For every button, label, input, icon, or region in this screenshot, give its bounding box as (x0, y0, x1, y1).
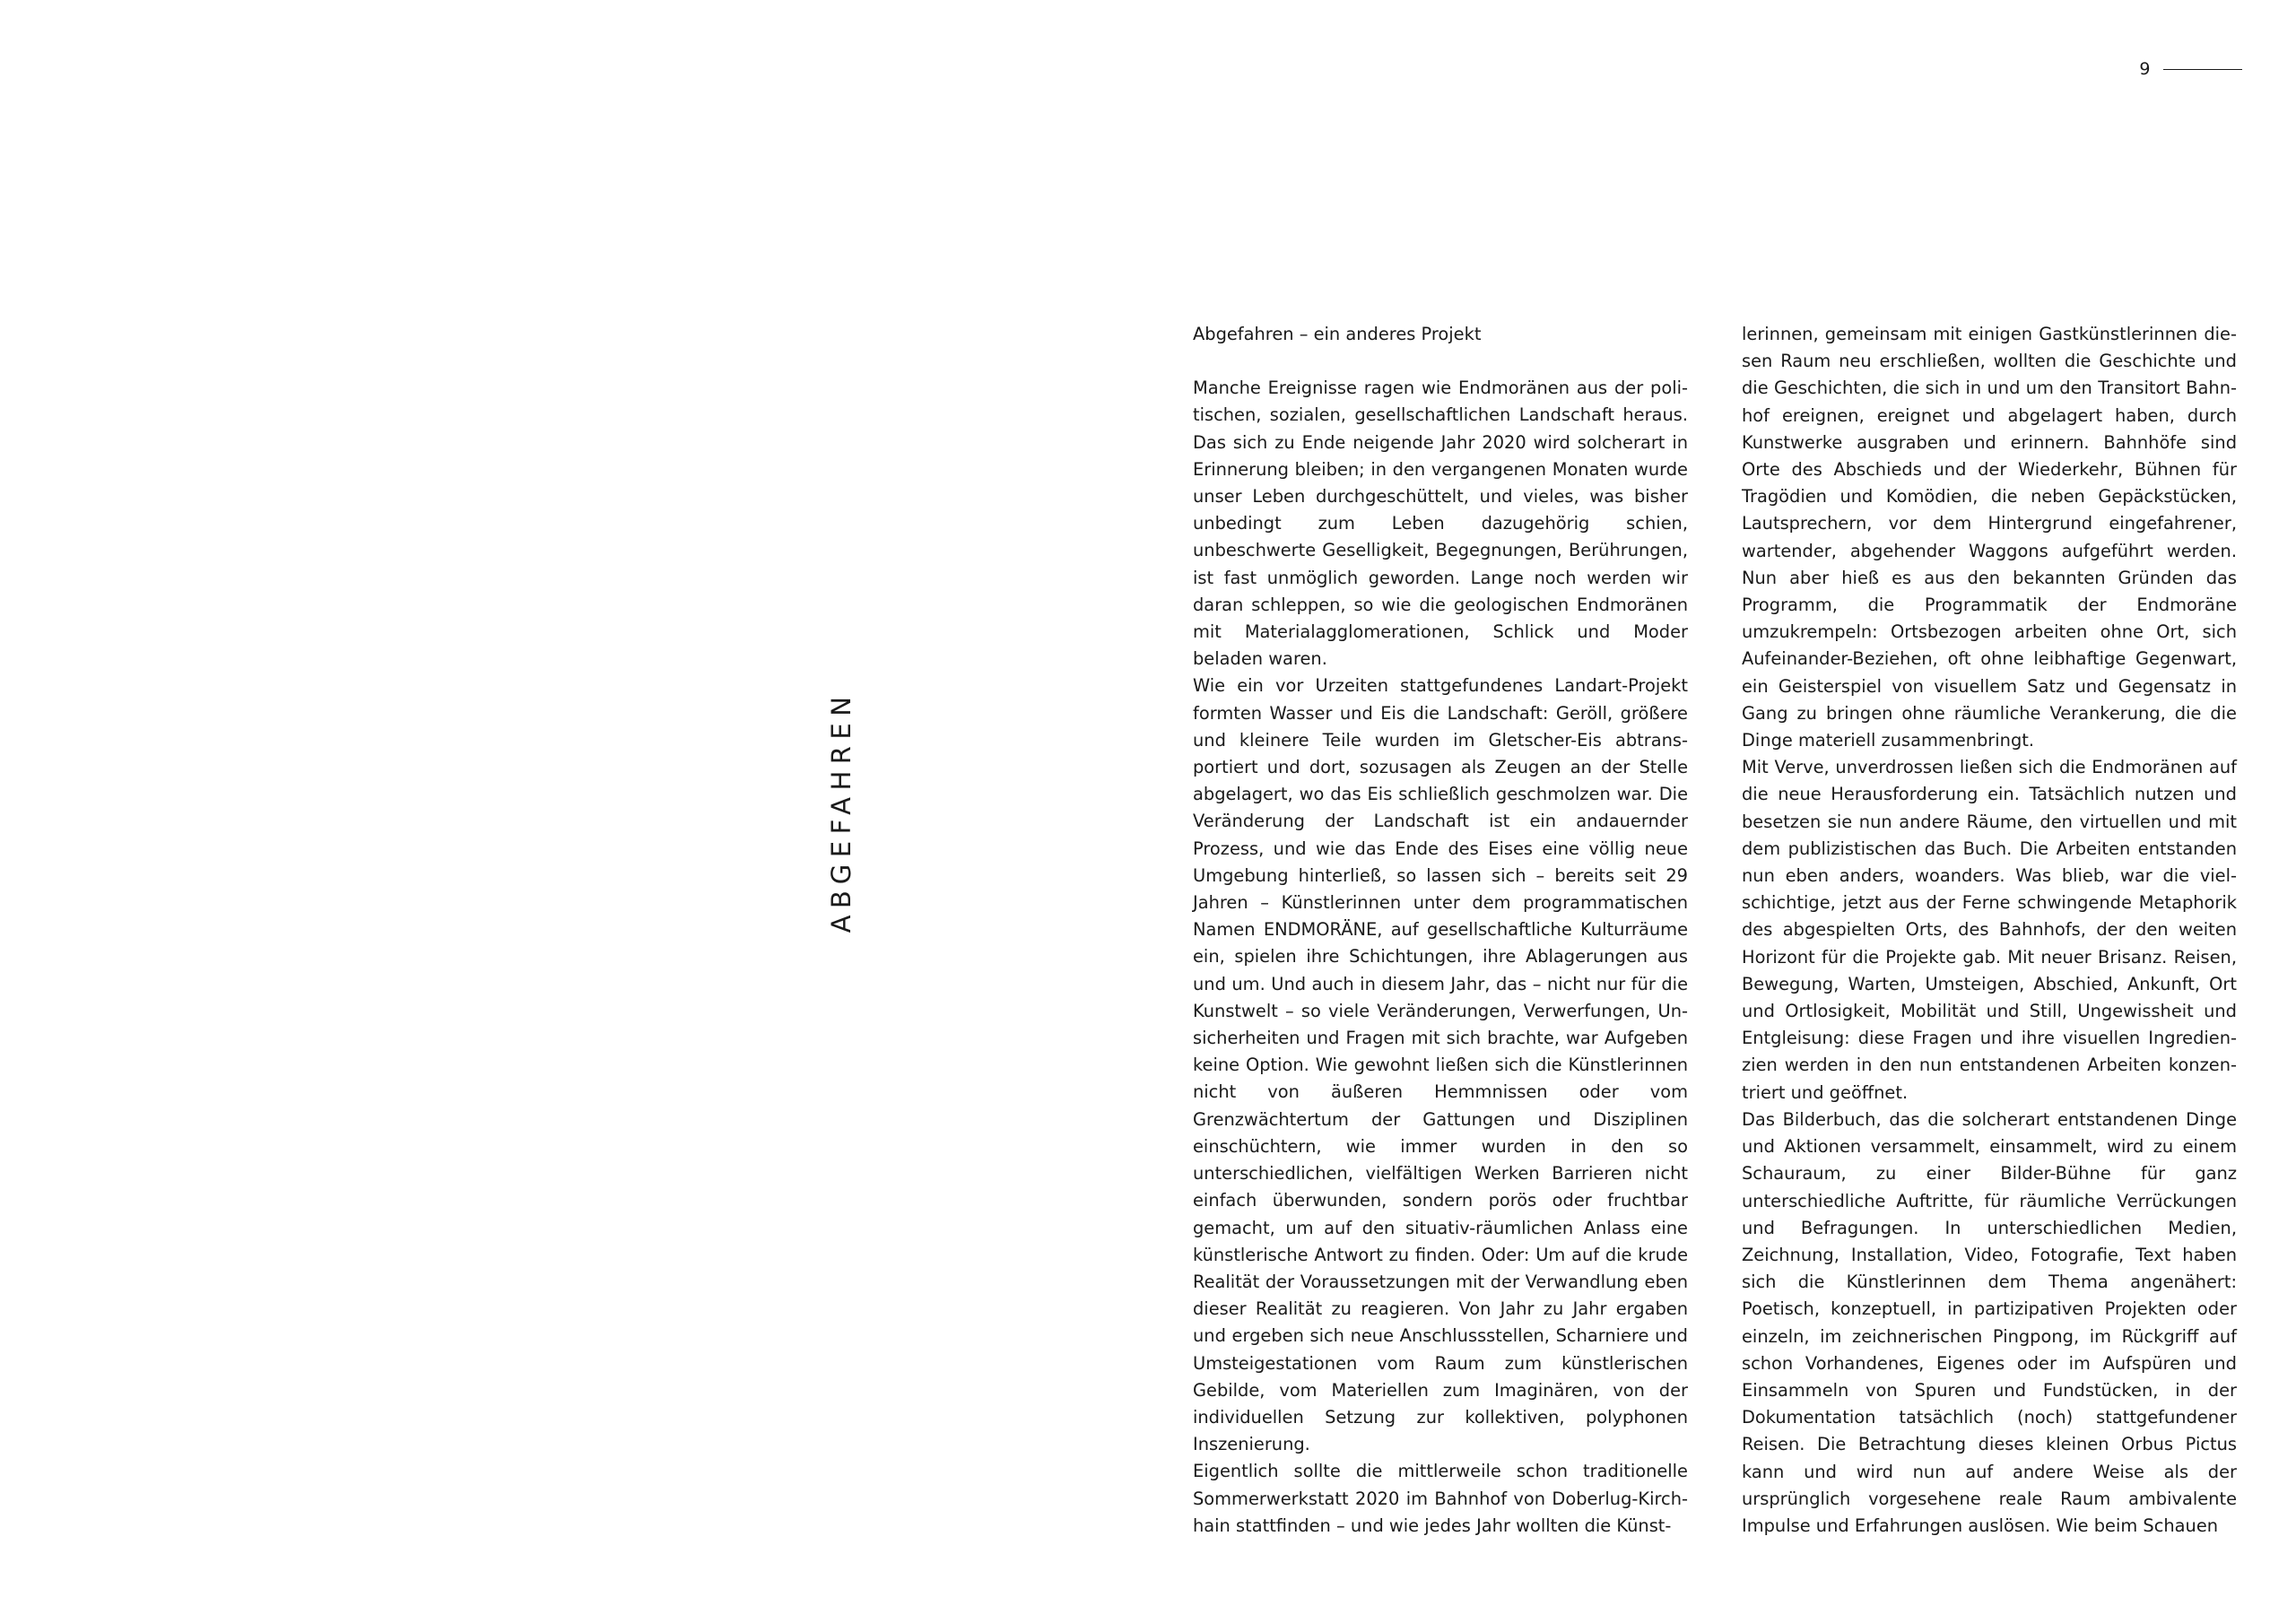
paragraph: lerinnen, gemeinsam mit einigen Gastkünstlerinnen diesen Raum neu erschließen, wollten die Geschichte und die Geschichten, die sich in und um den Transitort Bahnhof ereignen, ereignet und abgelagert haben, durch Kunstwerke ausgraben und erinnern. Bahnhöfe sind Orte des Abschieds und der Wiederkehr, Bühnen für Tragödien und Komödien, die neben Gepäckstücken, Lautsprechern, vor dem Hintergrund eingefahrener, wartender, abgehender Waggons aufgeführt werden. Nun aber hieß es aus den bekannten Gründen das Programm, die Programmatik der Endmoräne umzukrempeln: Ortsbezogen arbeiten ohne Ort, sich Aufeinander-Beziehen, oft ohne leibhaftige Gegenwart, ein Geisterspiel von visuellem Satz und Gegensatz in Gang zu bringen ohne räumliche Verankerung, die die Dinge materiell zusammenbringt. (1742, 324, 2237, 751)
text-column-right (1742, 321, 2237, 1540)
header-rule (2163, 69, 2242, 70)
paragraph: Manche Ereignisse ragen wie Endmoränen aus der politischen, sozialen, gesellschaftlichen Landschaft heraus. Das sich zu Ende neigende Jahr 2020 wird solcherart in Erinnerung bleiben; in den vergangenen Monaten wurde unser Leben durchgeschüttelt, und vieles, was bisher unbedingt zum Leben dazugehörig schien, unbeschwerte Geselligkeit, Begegnungen, Berührungen, ist fast unmöglich geworden. Lange noch werden wir daran schleppen, so wie die geologischen Endmoränen mit Materialagglomerationen, Schlick und Moder beladen waren. (1193, 378, 1688, 670)
article-subhead: Abgefahren – ein anderes Projekt (1193, 324, 1482, 344)
paragraph: Eigentlich sollte die mittlerweile schon traditionelle Sommerwerkstatt 2020 im Bahnhof von Doberlug-Kirchhain stattfinden – und wie jedes Jahr wollten die Künst- (1193, 1461, 1688, 1536)
chapter-title-vertical: ABGEFAHREN (826, 690, 857, 933)
article-body (1193, 321, 2238, 1540)
page-number: 9 (2139, 59, 2151, 79)
page-header (2139, 61, 2242, 78)
paragraph: Wie ein vor Urzeiten stattgefundenes Landart-Projekt formten Wasser und Eis die Landschaft: Geröll, größere und kleinere Teile wurden im Gletscher-Eis abtransportiert und dort, sozusagen als Zeugen an der Stelle abgelagert, wo das Eis schließlich geschmolzen war. Die Veränderung der Landschaft ist ein andauernder Prozess, und wie das Ende des Eises eine völlig neue Umgebung hinterließ, so lassen sich – bereits seit 29 Jahren – Künstlerinnen unter dem programmatischen Namen ENDMORÄNE, auf gesellschaftliche Kulturräume ein, spielen ihre Schichtungen, ihre Ablagerungen aus und um. Und auch in diesem Jahr, das – nicht nur für die Kunstwelt – so viele Veränderungen, Verwerfungen, Unsicherheiten und Fragen mit sich brachte, war Aufgeben keine Option. Wie gewohnt ließen sich die Künstlerinnen nicht von äußeren Hemmnissen oder vom Grenzwächtertum der Gattungen und Disziplinen einschüchtern, wie immer wurden in den so unterschiedlichen, vielfältigen Werken Barrieren nicht einfach überwunden, sondern porös oder fruchtbar gemacht, um auf den situativ-räumlichen Anlass eine künstlerische Antwort zu finden. Oder: Um auf die krude Realität der Voraussetzungen mit der Verwandlung eben dieser Realität zu reagieren. Von Jahr zu Jahr ergaben und ergeben sich neue Anschlussstellen, Scharniere und Umsteigestationen vom Raum zum künstlerischen Gebilde, vom Materiellen zum Imaginären, von der individuellen Setzung zur kollektiven, polyphonen Inszenierung. (1193, 675, 1688, 1455)
paragraph: Mit Verve, unverdrossen ließen sich die Endmoränen auf die neue Herausforderung ein. Tatsächlich nutzen und besetzen sie nun andere Räume, den virtuellen und mit dem publizistischen das Buch. Die Arbeiten entstanden nun eben anders, woanders. Was blieb, war die vielschichtige, jetzt aus der Ferne schwingende Metaphorik des abgespielten Orts, des Bahnhofs, der den weiten Horizont für die Projekte gab. Mit neuer Brisanz. Reisen, Bewegung, Warten, Umsteigen, Abschied, Ankunft, Ort und Ortlosigkeit, Mobilität und Still, Ungewissheit und Entgleisung: diese Fragen und ihre visuellen Ingredienzien werden in den nun entstandenen Arbeiten konzentriert und geöffnet. (1742, 757, 2237, 1103)
text-column-left (1193, 321, 1688, 1540)
paragraph: Das Bilderbuch, das die solcherart entstandenen Dinge und Aktionen versammelt, einsammelt, wird zu einem Schauraum, zu einer Bilder-Bühne für ganz unterschiedliche Auftritte, für räumliche Verrückungen und Befragungen. In unterschiedlichen Medien, Zeichnung, Installation, Video, Fotografie, Text haben sich die Künstlerinnen dem Thema angenähert: Poetisch, konzeptuell, in partizipativen Projekten oder einzeln, im zeichnerischen Pingpong, im Rückgriff auf schon Vorhandenes, Eigenes oder im Aufspüren und Einsammeln von Spuren und Fundstücken, in der Dokumentation tatsächlich (noch) stattgefundener Reisen. Die Betrachtung dieses kleinen Orbus Pictus kann und wird nun auf andere Weise als der ursprünglich vorgesehene reale Raum ambivalente Impulse und Erfahrungen auslösen. Wie beim Schauen (1742, 1108, 2237, 1536)
